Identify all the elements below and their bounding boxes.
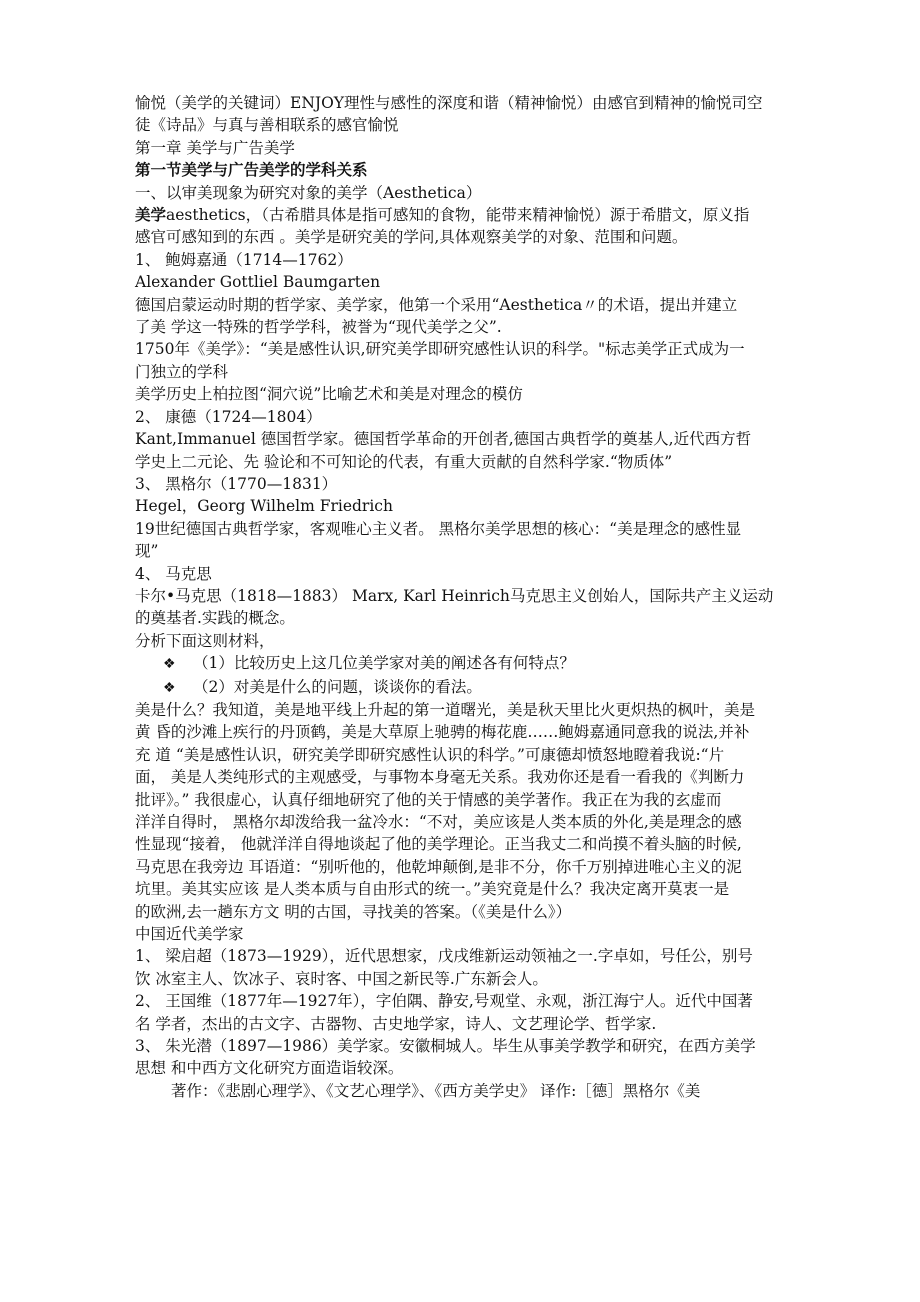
hegel-desc-line-2: 现” bbox=[135, 542, 159, 561]
kant-heading: 2、 康德（1724—1804） bbox=[135, 407, 322, 426]
aesthetics-term: 美学 bbox=[135, 205, 167, 225]
question-1-text: （1）比较历史上这几位美学家对美的阐述各有何特点？ bbox=[193, 654, 575, 673]
essay-line-10: 的欧洲,去一趟东方文 明的古国，寻找美的答案。（《美是什么》） bbox=[135, 902, 572, 921]
essay-line-2: 黄 昏的沙滩上疾行的丹顶鹤，美是大草原上驰骋的梅花鹿……鲍姆嘉通同意我的说法,并补 bbox=[135, 723, 750, 742]
baumgarten-desc-line-2: 了美 学这一特殊的哲学学科，被誉为“现代美学之父”. bbox=[135, 318, 502, 337]
section-title: 第一节美学与广告美学的学科关系 bbox=[135, 160, 368, 180]
baumgarten-desc-line-1: 德国启蒙运动时期的哲学家、美学家，他第一个采用“Aesthetica〃的术语，提出并建立 bbox=[135, 295, 738, 314]
plato-cave-line: 美学历史上柏拉图“洞穴说”比喻艺术和美是对理念的模仿 bbox=[135, 385, 523, 404]
aesthetics-definition-line-2: 感官可感知到的东西 。美学是研究美的学问,具体观察美学的对象、范围和问题。 bbox=[135, 228, 688, 247]
chapter-title: 第一章 美学与广告美学 bbox=[135, 138, 295, 157]
analysis-prompt: 分析下面这则材料， bbox=[135, 631, 275, 650]
baumgarten-heading: 1、 鲍姆嘉通（1714—1762） bbox=[135, 250, 353, 269]
question-2 bbox=[135, 676, 795, 699]
marx-heading: 4、 马克思 bbox=[135, 564, 212, 583]
intro-line-2: 徒《诗品》与真与善相联系的感官愉悦 bbox=[135, 116, 399, 135]
essay-line-3: 充 道 “美是感性认识，研究美学即研究感性认识的科学。”可康德却愤怒地瞪着我说:“片 bbox=[135, 745, 725, 764]
chinese-aestheticians-heading: 中国近代美学家 bbox=[135, 925, 244, 944]
wang-guowei-line-1: 2、 王国维（1877年—1927年），字伯隅、静安,号观堂、永观，浙江海宁人。近代中国著 bbox=[135, 992, 753, 1011]
essay-line-1: 美是什么？我知道，美是地平线上升起的第一道曙光，美是秋天里比火更炽热的枫叶，美是 bbox=[135, 700, 756, 719]
essay-line-5: 批评》。” 我很虚心，认真仔细地研究了他的关于情感的美学著作。我正在为我的玄虚而 bbox=[135, 790, 722, 809]
essay-line-4: 面， 美是人类纯形式的主观感受，与事物本身毫无关系。我劝你还是看一看我的《判断力 bbox=[135, 768, 745, 787]
hegel-heading: 3、 黑格尔（1770—1831） bbox=[135, 474, 338, 493]
zhu-guangqian-line-2: 思想 和中西方文化研究方面造诣较深。 bbox=[135, 1059, 404, 1078]
aesthetica-1750-line-1: 1750年《美学》：“美是感性认识,研究美学即研究感性认识的科学。"标志美学正式成为一 bbox=[135, 340, 745, 359]
subsection-heading: 一、以审美现象为研究对象的美学（Aesthetica） bbox=[135, 183, 482, 202]
hegel-name: Hegel，Georg Wilhelm Friedrich bbox=[135, 497, 393, 516]
aesthetics-definition-text: aesthetics，（古希腊具体是指可感知的食物，能带来精神愉悦）源于希腊文，原义指 bbox=[166, 206, 750, 225]
essay-line-8: 马克思在我旁边 耳语道：“别听他的，他乾坤颠倒,是非不分，你千万别掉进唯心主义的泥 bbox=[135, 857, 742, 876]
zhu-guangqian-line-1: 3、 朱光潜（1897—1986）美学家。安徽桐城人。毕生从事美学教学和研究，在西方美学 bbox=[135, 1037, 756, 1056]
bullet-icon: ❖ bbox=[163, 656, 176, 673]
bullet-icon: ❖ bbox=[163, 679, 176, 696]
liang-qichao-line-1: 1、 梁启超（1873—1929），近代思想家，戊戌维新运动领袖之一.字卓如，号任公，别号 bbox=[135, 947, 753, 966]
document-body bbox=[135, 92, 795, 1102]
hegel-desc-line-1: 19世纪德国古典哲学家，客观唯心主义者。 黑格尔美学思想的核心：“美是理念的感性显 bbox=[135, 519, 742, 538]
marx-desc-line-1: 卡尔•马克思（1818—1883） Marx, Karl Heinrich马克思主义创始人，国际共产主义运动 bbox=[135, 586, 774, 605]
question-2-text: （2）对美是什么的问题，谈谈你的看法。 bbox=[193, 677, 482, 696]
intro-line-1: 愉悦（美学的关键词）ENJOY理性与感性的深度和谐（精神愉悦）由感官到精神的愉悦司空 bbox=[135, 94, 763, 112]
marx-desc-line-2: 的奠基者.实践的概念。 bbox=[135, 609, 295, 628]
essay-line-9: 坑里。美其实应该 是人类本质与自由形式的统一。”美究竟是什么？我决定离开莫衷一是 bbox=[135, 880, 730, 899]
aesthetics-definition-line-1 bbox=[135, 204, 795, 226]
liang-qichao-line-2: 饮 冰室主人、饮冰子、哀时客、中国之新民等.广东新会人。 bbox=[135, 969, 548, 988]
works-line: 著作：《悲剧心理学》、《文艺心理学》、《西方美学史》 译作:［德］黑格尔《美 bbox=[171, 1081, 701, 1100]
wang-guowei-line-2: 名 学者，杰出的古文字、古器物、古史地学家，诗人、文艺理论学、哲学家. bbox=[135, 1014, 657, 1033]
kant-desc-line-1: Kant,Immanuel 德国哲学家。德国哲学革命的开创者,德国古典哲学的奠基人,近代西方哲 bbox=[135, 430, 752, 449]
kant-desc-line-2: 学史上二元论、先 验论和不可知论的代表，有重大贡献的自然科学家.“物质体” bbox=[135, 452, 673, 471]
aesthetica-1750-line-2: 门独立的学科 bbox=[135, 362, 229, 381]
essay-line-7: 性显现“接着， 他就洋洋自得地谈起了他的美学理论。正当我丈二和尚摸不着头脑的时候, bbox=[135, 835, 742, 854]
question-1 bbox=[135, 652, 795, 675]
baumgarten-name: Alexander Gottliel Baumgarten bbox=[135, 273, 381, 292]
essay-line-6: 洋洋自得时， 黑格尔却泼给我一盆冷水：“不对，美应该是人类本质的外化,美是理念的感 bbox=[135, 813, 742, 831]
